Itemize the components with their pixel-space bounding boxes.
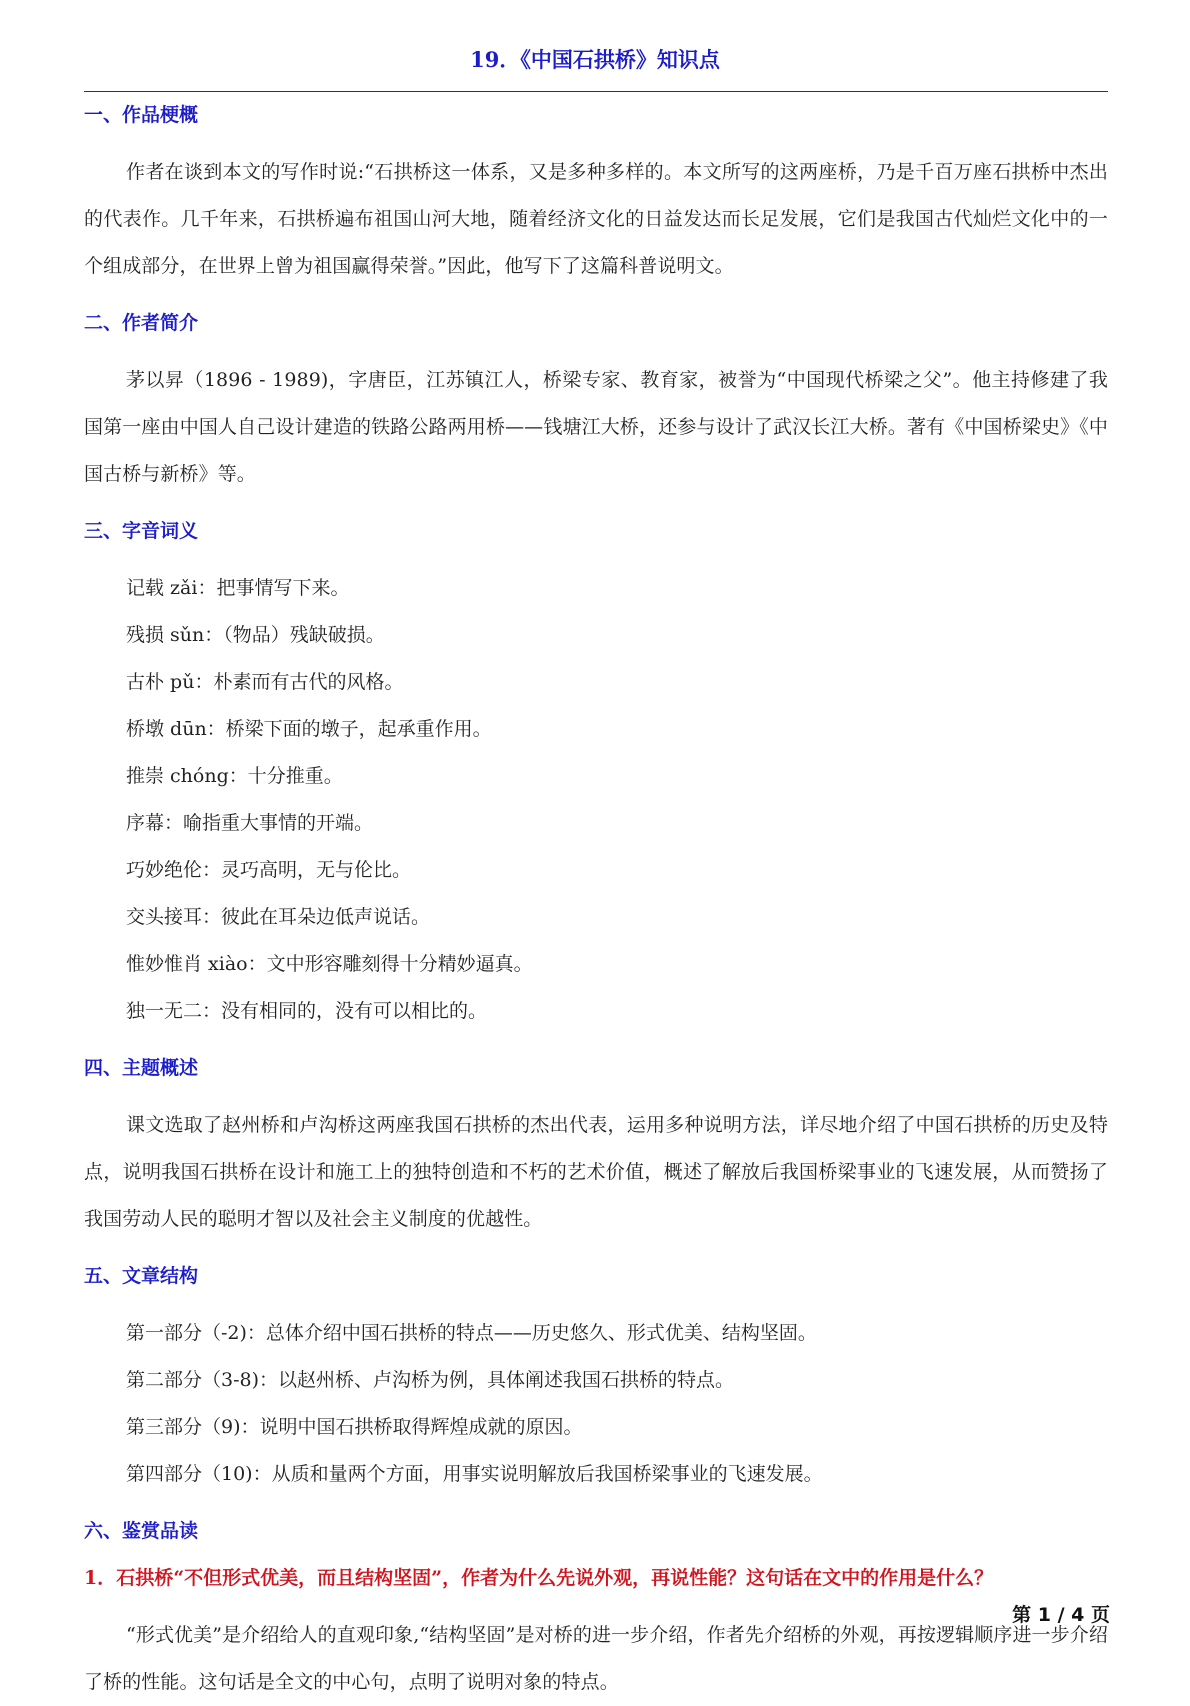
section-author [84, 310, 1108, 518]
section-heading: 二、作者简介 [84, 312, 199, 334]
section-heading: 四、主题概述 [84, 1057, 199, 1079]
structure-entry: 第一部分（-2)：总体介绍中国石拱桥的特点——历史悠久、形式优美、结构坚固。 [126, 1322, 817, 1344]
document-title: 19．《中国石拱桥》知识点 [470, 47, 720, 72]
vocab-entry: 巧妙绝伦：灵巧高明，无与伦比。 [126, 859, 412, 881]
vocab-entry: 惟妙惟肖 xiào：文中形容雕刻得十分精妙逼真。 [126, 953, 533, 975]
vocab-entry: 独一无二：没有相同的，没有可以相比的。 [126, 1000, 488, 1022]
vocab-entry: 交头接耳：彼此在耳朵边低声说话。 [126, 906, 431, 928]
vocab-entry: 桥墩 dūn：桥梁下面的墩子，起承重作用。 [126, 718, 492, 740]
section-heading: 三、字音词义 [84, 520, 199, 542]
section-appreciation [84, 1518, 1108, 1706]
section-heading: 一、作品梗概 [84, 104, 199, 126]
vocab-entry: 古朴 pǔ：朴素而有古代的风格。 [126, 671, 404, 693]
question-heading: 1．石拱桥“不但形式优美，而且结构坚固”，作者为什么先说外观，再说性能？这句话在文中的作用是什么？ [84, 1567, 994, 1589]
section-structure [84, 1263, 1108, 1518]
section-heading: 六、鉴赏品读 [84, 1520, 199, 1542]
vocab-entry: 推崇 chóng：十分推重。 [126, 765, 343, 787]
structure-entry: 第二部分（3-8)：以赵州桥、卢沟桥为例，具体阐述我国石拱桥的特点。 [126, 1369, 735, 1391]
vocab-entry: 记载 zǎi：把事情写下来。 [126, 577, 350, 599]
section-heading: 五、文章结构 [84, 1265, 199, 1287]
section-paragraph: 课文选取了赵州桥和卢沟桥这两座我国石拱桥的杰出代表，运用多种说明方法，详尽地介绍了中国石拱桥的历史及特点，说明我国石拱桥在设计和施工上的独特创造和不朽的艺术价值，概述了解放后我国桥梁事业的飞速发展，从而赞扬了我国劳动人民的聪明才智以及社会主义制度的优越性。 [84, 1114, 1108, 1230]
section-paragraph: 作者在谈到本文的写作时说:“石拱桥这一体系，又是多种多样的。本文所写的这两座桥，乃是千百万座石拱桥中杰出的代表作。几千年来，石拱桥遍布祖国山河大地，随着经济文化的日益发达而长足发展，它们是我国古代灿烂文化中的一个组成部分，在世界上曾为祖国赢得荣誉。”因此，他写下了这篇科普说明文。 [84, 161, 1108, 277]
vocab-entry: 残损 sǔn：（物品）残缺破损。 [126, 624, 385, 646]
structure-entry: 第四部分（10)：从质和量两个方面，用事实说明解放后我国桥梁事业的飞速发展。 [126, 1463, 823, 1485]
section-theme [84, 1055, 1108, 1263]
structure-entry: 第三部分（9)：说明中国石拱桥取得辉煌成就的原因。 [126, 1416, 583, 1438]
answer-paragraph: “形式优美”是介绍给人的直观印象,“结构坚固”是对桥的进一步介绍，作者先介绍桥的外观，再按逻辑顺序进一步介绍了桥的性能。这句话是全文的中心句，点明了说明对象的特点。 [84, 1624, 1108, 1693]
vocab-entry: 序幕：喻指重大事情的开端。 [126, 812, 374, 834]
section-vocabulary [84, 518, 1108, 1055]
page-number: 第 1 / 4 页 [1012, 1604, 1110, 1626]
section-synopsis [84, 102, 1108, 310]
section-paragraph: 茅以昇（1896 - 1989)，字唐臣，江苏镇江人，桥梁专家、教育家，被誉为“中国现代桥梁之父”。他主持修建了我国第一座由中国人自己设计建造的铁路公路两用桥——钱塘江大桥，还参与设计了武汉长江大桥。著有《中国桥梁史》《中国古桥与新桥》等。 [84, 369, 1108, 485]
title-divider [84, 91, 1108, 92]
document-body [84, 102, 1108, 1706]
